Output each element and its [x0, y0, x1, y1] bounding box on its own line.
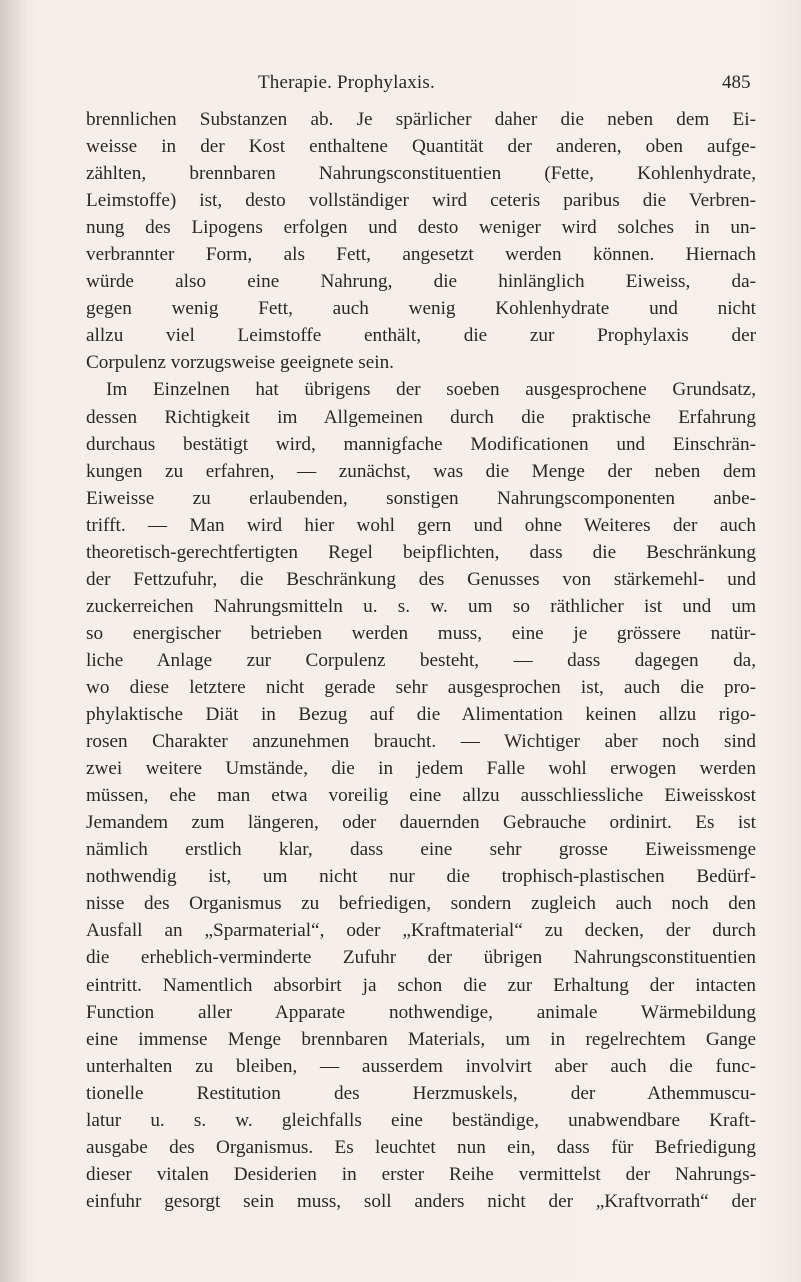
text-line: Function aller Apparate nothwendige, animale Wärmebildung: [86, 1001, 756, 1023]
running-header: [0, 72, 801, 102]
text-line: verbrannter Form, als Fett, angesetzt werden können. Hiernach: [86, 244, 756, 266]
binding-gutter-shadow: [0, 0, 28, 1282]
text-line: kungen zu erfahren, — zunächst, was die Menge der neben dem: [86, 460, 756, 482]
text-line: einfuhr gesorgt sein muss, soll anders nicht der „Kraftvorrath“ der: [86, 1190, 756, 1212]
text-line: nisse des Organismus zu befriedigen, sondern zugleich auch noch den: [86, 893, 756, 915]
text-line: zuckerreichen Nahrungsmitteln u. s. w. um so räthlicher ist und um: [86, 595, 756, 617]
text-line: trifft. — Man wird hier wohl gern und ohne Weiteres der auch: [86, 514, 756, 536]
text-line: tionelle Restitution des Herzmuskels, der Athemmuscu-: [86, 1082, 756, 1104]
text-line: theoretisch-gerechtfertigten Regel beipflichten, dass die Beschränkung: [86, 541, 756, 563]
text-line: Eiweisse zu erlaubenden, sonstigen Nahrungscomponenten anbe-: [86, 487, 756, 509]
text-line: eine immense Menge brennbaren Materials, um in regelrechtem Gange: [86, 1028, 756, 1050]
text-line: gegen wenig Fett, auch wenig Kohlenhydrate und nicht: [86, 298, 756, 320]
text-line: eintritt. Namentlich absorbirt ja schon die zur Erhaltung der intacten: [86, 974, 756, 996]
text-line: der Fettzufuhr, die Beschränkung des Genusses von stärkemehl- und: [86, 568, 756, 590]
text-line: so energischer betrieben werden muss, eine je grössere natür-: [86, 622, 756, 644]
text-line: ausgabe des Organismus. Es leuchtet nun ein, dass für Befriedigung: [86, 1136, 756, 1158]
text-line: würde also eine Nahrung, die hinlänglich Eiweiss, da-: [86, 271, 756, 293]
text-line: latur u. s. w. gleichfalls eine beständige, unabwendbare Kraft-: [86, 1109, 756, 1131]
page-number: 485: [722, 72, 751, 93]
text-line: nung des Lipogens erfolgen und desto weniger wird solches in un-: [86, 217, 756, 239]
header-title: Therapie. Prophylaxis.: [258, 72, 435, 93]
text-line: Ausfall an „Sparmaterial“, oder „Kraftmaterial“ zu decken, der durch: [86, 920, 756, 942]
text-line: dessen Richtigkeit im Allgemeinen durch die praktische Erfahrung: [86, 406, 756, 428]
text-line: müssen, ehe man etwa voreilig eine allzu ausschliessliche Eiweisskost: [86, 785, 756, 807]
text-line: wo diese letztere nicht gerade sehr ausgesprochen ist, auch die pro-: [86, 676, 756, 698]
text-line: dieser vitalen Desiderien in erster Reihe vermittelst der Nahrungs-: [86, 1163, 756, 1185]
text-line: Jemandem zum längeren, oder dauernden Gebrauche ordinirt. Es ist: [86, 812, 756, 834]
body-text: [86, 106, 756, 1215]
text-line: Corpulenz vorzugsweise geeignete sein.: [86, 352, 394, 374]
text-line: brennlichen Substanzen ab. Je spärlicher daher die neben dem Ei-: [86, 109, 756, 130]
text-line: phylaktische Diät in Bezug auf die Alimentation keinen allzu rigo-: [86, 704, 756, 726]
text-line: allzu viel Leimstoffe enthält, die zur Prophylaxis der: [86, 325, 756, 347]
text-line: nämlich erstlich klar, dass eine sehr grosse Eiweissmenge: [86, 839, 756, 861]
text-line: durchaus bestätigt wird, mannigfache Modificationen und Einschrän-: [86, 433, 756, 455]
text-line: unterhalten zu bleiben, — ausserdem involvirt aber auch die func-: [86, 1055, 756, 1077]
text-line: rosen Charakter anzunehmen braucht. — Wichtiger aber noch sind: [86, 731, 756, 753]
text-line: zählten, brennbaren Nahrungsconstituentien (Fette, Kohlenhydrate,: [86, 163, 756, 185]
text-line: Im Einzelnen hat übrigens der soeben ausgesprochene Grundsatz,: [106, 379, 756, 401]
text-line: nothwendig ist, um nicht nur die trophisch-plastischen Bedürf-: [86, 866, 756, 888]
text-line: Leimstoffe) ist, desto vollständiger wird ceteris paribus die Verbren-: [86, 190, 756, 212]
text-line: die erheblich-verminderte Zufuhr der übrigen Nahrungsconstituentien: [86, 947, 756, 969]
text-line: liche Anlage zur Corpulenz besteht, — dass dagegen da,: [86, 649, 756, 671]
text-line: weisse in der Kost enthaltene Quantität der anderen, oben aufge-: [86, 136, 756, 158]
text-line: zwei weitere Umstände, die in jedem Falle wohl erwogen werden: [86, 758, 756, 780]
